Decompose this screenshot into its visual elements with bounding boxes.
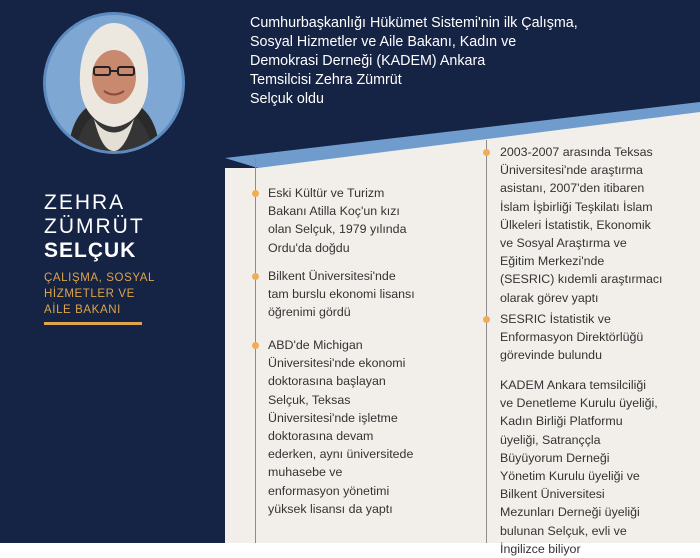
timeline-bullet: [483, 316, 490, 323]
first-name: ZEHRA: [44, 191, 126, 214]
timeline-bullet: [252, 190, 259, 197]
intro-line: Sosyal Hizmetler ve Aile Bakanı, Kadın ve: [250, 34, 517, 50]
timeline-item-right-2: SESRIC İstatistik ve Enformasyon Direktörlüğü görevinde bulundu: [500, 312, 644, 363]
timeline-line-left: [255, 158, 256, 543]
intro-line: Selçuk oldu: [250, 91, 324, 107]
title-line: HİZMETLER VE: [44, 288, 135, 300]
middle-name: ZÜMRÜT: [44, 215, 145, 238]
title-line: ÇALIŞMA, SOSYAL: [44, 272, 156, 284]
portrait-illustration: [46, 15, 182, 151]
timeline-bullet: [252, 342, 259, 349]
intro-line: Cumhurbaşkanlığı Hükümet Sistemi'nin ilk Çalışma,: [250, 15, 578, 31]
timeline-item-right-1: 2003-2007 arasında Teksas Üniversitesi'nde araştırma asistanı, 2007'den itibaren İslam İşbirliği Teşkilatı İslam Ülkeleri İstatistik, Ekonomik ve Sosyal Araştırma ve Eğitim Merkezi'nde (SESRIC) kıdemli araştırmacı olarak görev yaptı: [500, 145, 663, 305]
last-name: SELÇUK: [44, 239, 137, 262]
intro-line: Temsilcisi Zehra Zümrüt: [250, 72, 402, 88]
timeline-item-left-2: Bilkent Üniversitesi'nde tam burslu ekonomi lisansı öğrenimi gördü: [268, 269, 415, 320]
intro-text: [250, 14, 578, 109]
title-underline: [44, 322, 142, 325]
portrait-photo: [43, 12, 185, 154]
timeline-bullet: [483, 149, 490, 156]
timeline-item-left-3: ABD'de Michigan Üniversitesi'nde ekonomi doktorasına başlayan Selçuk, Teksas Üniversitesi'nde işletme doktorasına devam ederken, aynı üniversitede muhasebe ve enformasyon yönetimi yüksek lisansı da yaptı: [268, 338, 414, 516]
timeline-item-right-3: KADEM Ankara temsilciliği ve Denetleme Kurulu üyeliği, Kadın Birliği Platformu üyeliği, Satranççla Büyüyorum Derneği Yönetim Kurulu üyeliği ve Bilkent Üniversitesi Mezunları Derneği üyeliği bulunan Selçuk, evli ve İngilizce biliyor: [500, 378, 658, 556]
timeline-line-right: [486, 140, 487, 543]
timeline-bullet: [252, 273, 259, 280]
intro-line: Demokrasi Derneği (KADEM) Ankara: [250, 53, 486, 69]
title-line: AİLE BAKANI: [44, 304, 121, 316]
timeline-item-left-1: Eski Kültür ve Turizm Bakanı Atilla Koç'un kızı olan Selçuk, 1979 yılında Ordu'da doğdu: [268, 186, 407, 255]
